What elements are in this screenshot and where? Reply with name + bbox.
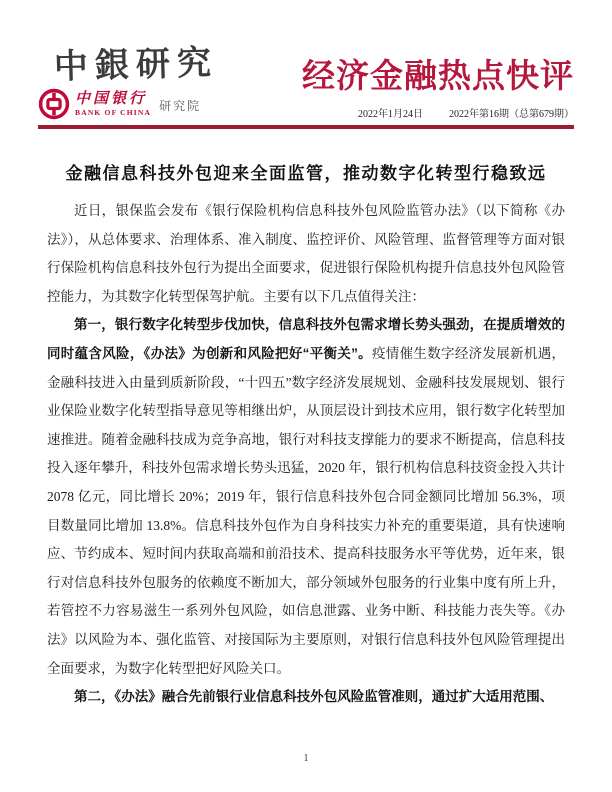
research-institute-label: 研究院 <box>159 99 202 113</box>
paragraph-intro-text: 近日，银保监会发布《银行保险机构信息科技外包风险监管办法》（以下简称《办法》），从总体要求、治理体系、准入制度、监控评价、风险管理、监督管理等方面对银行保险机构信息科技外包行为提出全面要求，促进银行保险机构提升信息技外包风险管控能力，为其数字化转型保驾护航。主要有以下几点值得关注： <box>47 203 565 304</box>
paragraph-point-two <box>47 683 565 712</box>
header-divider-rule <box>38 125 574 129</box>
article-body <box>38 159 574 712</box>
paragraph-point-one <box>47 311 565 683</box>
issue-line <box>358 105 574 120</box>
bank-logo-row <box>38 88 218 120</box>
bank-name-chinese: 中国银行 <box>75 91 148 107</box>
page-number: 1 <box>303 753 309 764</box>
page-header <box>38 46 574 120</box>
paragraph-intro <box>47 197 565 311</box>
boc-research-logo <box>38 46 218 120</box>
masthead <box>302 58 574 120</box>
paragraph-point-one-lead: 第一，银行数字化转型步伐加快，信息科技外包需求增长势头强劲，在提质增效的同时蕴含风险，《办法》为创新和风险把好“平衡关”。 <box>47 317 565 361</box>
bank-of-china-emblem-icon <box>38 88 70 120</box>
page-footer <box>0 748 612 766</box>
publication-title: 经济金融热点快评 <box>302 59 574 95</box>
calligraphy-brand-text: 中銀研究 <box>53 44 219 87</box>
article-title: 金融信息科技外包迎来全面监管，推动数字化转型行稳致远 <box>65 164 547 183</box>
paragraph-point-two-lead: 第二，《办法》融合先前银行业信息科技外包风险监管准则，通过扩大适用范围、 <box>74 689 554 705</box>
bank-name-english: BANK OF CHINA <box>75 108 152 117</box>
bank-name-block <box>75 91 151 117</box>
issue-number: 2022年第16期（总第679期） <box>449 109 574 120</box>
publication-date: 2022年1月24日 <box>358 109 423 120</box>
paragraph-point-one-text: 疫情催生数字经济发展新机遇，金融科技进入由量到质新阶段，“十四五”数字经济发展规划、金融科技发展规划、银行业保险业数字化转型指导意见等相继出炉，从顶层设计到技术应用，银行数字化转型加速推进。随着金融科技成为竞争高地，银行对科技支撑能力的要求不断提高，信息科技投入逐年攀升，科技外包需求增长势头迅猛，2020 年，银行机构信息科技资金投入共计 2078 亿元，同比增长 20%；2019 年，银行信息科技外包合同金额同比增加 56.3%，项目数量同比增加 13.8%。信息科技外包作为自身科技实力补充的重要渠道，具有快速响应、节约成本、短时间内获取高端和前沿技术、提高科技服务水平等优势，近年来，银行对信息科技外包服务的依赖度不断加大，部分领域外包服务的行业集中度有所上升，若管控不力容易滋生一系列外包风险，如信息泄露、业务中断、科技能力丧失等。《办法》以风险为本、强化监管、对接国际为主要原则，对银行信息科技外包风险管理提出全面要求，为数字化转型把好风险关口。 <box>47 345 566 676</box>
